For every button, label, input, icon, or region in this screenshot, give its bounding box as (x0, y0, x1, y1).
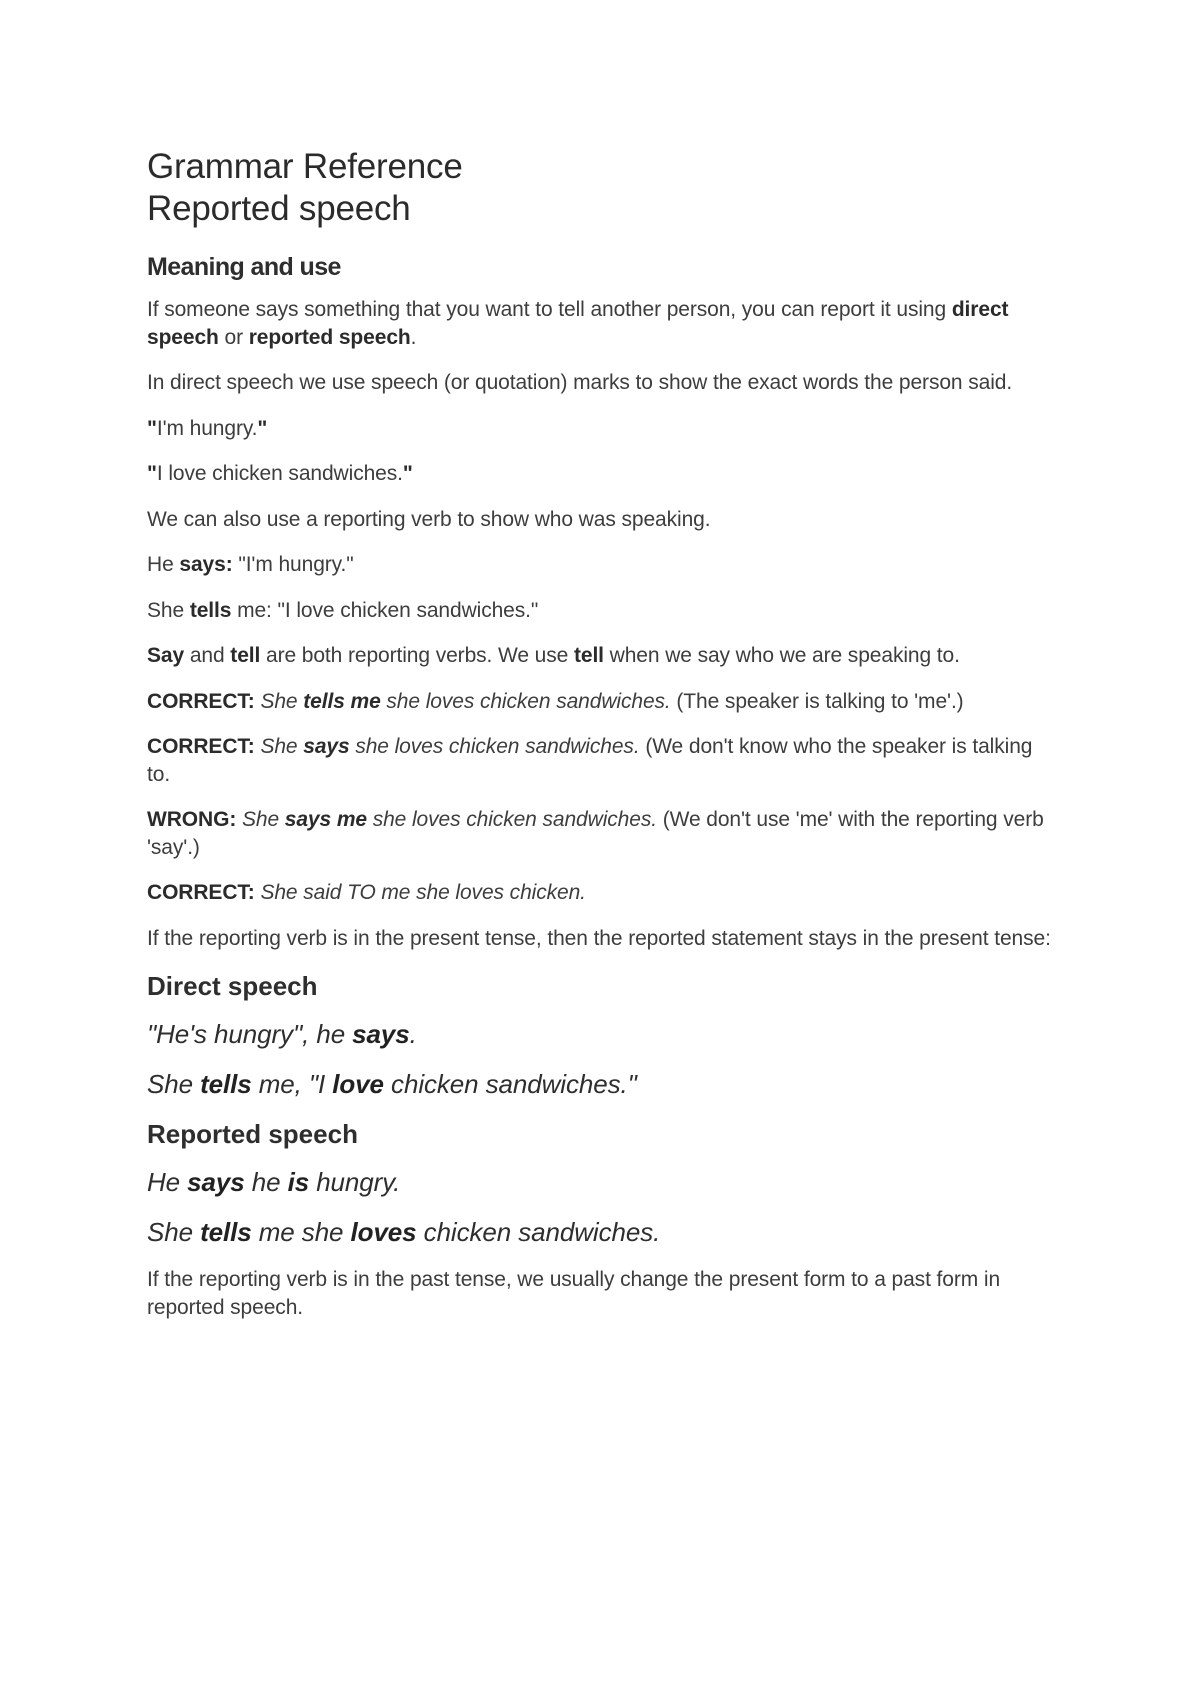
direct-example-2: She tells me, "I love chicken sandwiches." (147, 1069, 637, 1099)
correct-example-1: CORRECT: She tells me she loves chicken sandwiches. (The speaker is talking to 'me'.) (147, 689, 964, 713)
correct-example-2: CORRECT: She says she loves chicken sandwiches. (We don't know who the speaker is talking to. (147, 735, 1033, 786)
paragraph-reporting-verb: We can also use a reporting verb to show who was speaking. (147, 507, 711, 531)
title-line-1: Grammar Reference (147, 147, 463, 186)
section-heading: Meaning and use (147, 253, 341, 281)
correct-example-3: CORRECT: She said TO me she loves chicken. (147, 881, 586, 904)
reported-speech-heading: Reported speech (147, 1119, 358, 1149)
paragraph-intro: If someone says something that you want to tell another person, you can report it using direct speech or reported speech. (147, 298, 1009, 349)
paragraph-past-tense: If the reporting verb is in the past tense, we usually change the present form to a past form in reported speech. (147, 1268, 1001, 1319)
wrong-example: WRONG: She says me she loves chicken sandwiches. (We don't use 'me' with the reporting verb 'say'.) (147, 808, 1044, 859)
quote-example-2: "I love chicken sandwiches." (147, 462, 413, 485)
title-line-2: Reported speech (147, 189, 411, 228)
reported-example-1: He says he is hungry. (147, 1167, 401, 1197)
document-title (147, 146, 1057, 230)
paragraph-present-tense: If the reporting verb is in the present tense, then the reported statement stays in the present tense: (147, 926, 1051, 950)
paragraph-say-tell: Say and tell are both reporting verbs. We use tell when we say who we are speaking to. (147, 644, 960, 667)
direct-example-1: "He's hungry", he says. (147, 1019, 417, 1049)
reported-example-2: She tells me she loves chicken sandwiches. (147, 1217, 661, 1247)
direct-speech-heading: Direct speech (147, 971, 318, 1001)
example-she-tells: She tells me: "I love chicken sandwiches." (147, 598, 539, 622)
paragraph-direct-speech: In direct speech we use speech (or quotation) marks to show the exact words the person said. (147, 371, 1013, 394)
document-page (147, 146, 1057, 1339)
example-he-says: He says: "I'm hungry." (147, 553, 354, 576)
quote-example-1: "I'm hungry." (147, 416, 268, 440)
